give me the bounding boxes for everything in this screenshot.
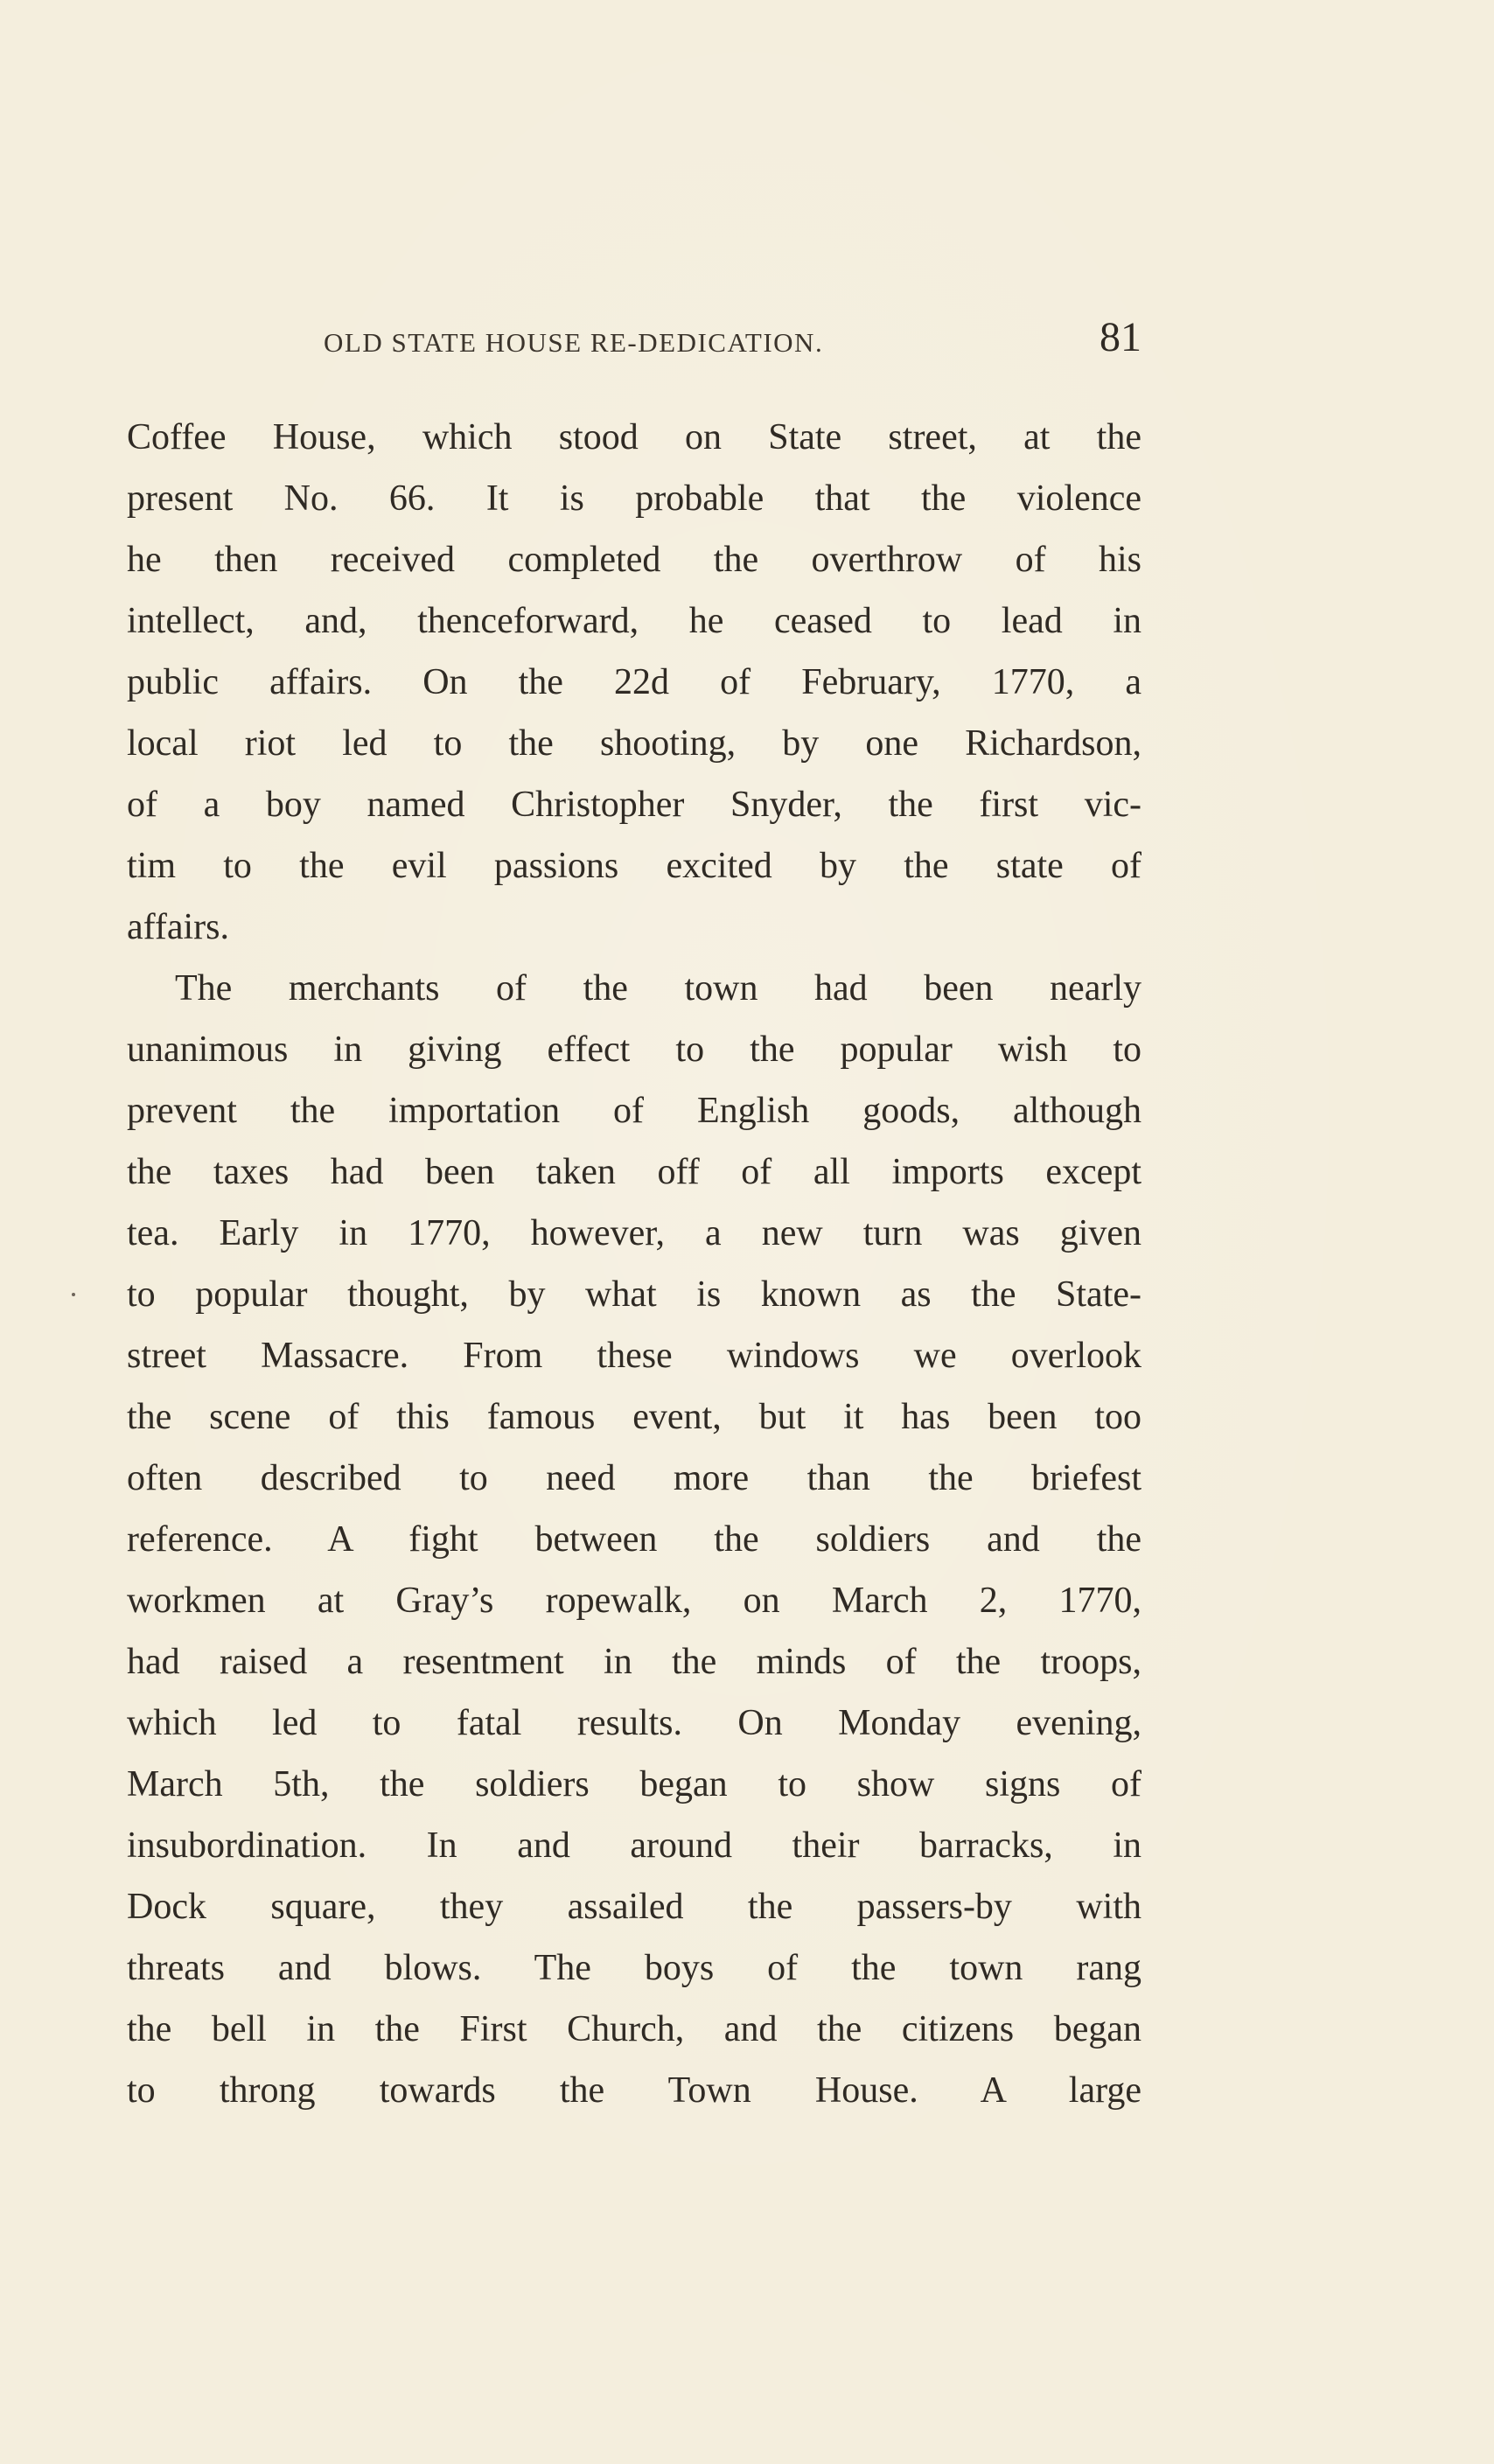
text-line: of a boy named Christopher Snyder, the first vic- bbox=[127, 785, 1141, 825]
text-line: local riot led to the shooting, by one Richardson, bbox=[127, 723, 1141, 764]
text-line: to popular thought, by what is known as the State- bbox=[127, 1274, 1141, 1315]
text-line: present No. 66. It is probable that the violence bbox=[127, 478, 1141, 519]
text-line: he then received completed the overthrow of his bbox=[127, 540, 1141, 580]
text-line: Dock square, they assailed the passers-by with bbox=[127, 1887, 1141, 1927]
text-line: street Massacre. From these windows we overlook bbox=[127, 1336, 1141, 1376]
text-line: had raised a resentment in the minds of the troops, bbox=[127, 1642, 1141, 1682]
text-line: intellect, and, thenceforward, he ceased to lead in bbox=[127, 601, 1141, 641]
page-number: 81 bbox=[1100, 314, 1141, 360]
text-line: the scene of this famous event, but it has been too bbox=[127, 1397, 1141, 1437]
text-line: prevent the importation of English goods, although bbox=[127, 1091, 1141, 1131]
running-head bbox=[127, 314, 1141, 378]
text-line: unanimous in giving effect to the popular wish to bbox=[127, 1030, 1141, 1070]
text-line: threats and blows. The boys of the town rang bbox=[127, 1948, 1141, 1988]
text-line: tim to the evil passions excited by the state of bbox=[127, 846, 1141, 886]
text-line: to throng towards the Town House. A large bbox=[127, 2070, 1141, 2111]
text-line: tea. Early in 1770, however, a new turn was given bbox=[127, 1213, 1141, 1253]
text-line: The merchants of the town had been nearly bbox=[175, 968, 1141, 1009]
text-line: the bell in the First Church, and the citizens began bbox=[127, 2009, 1141, 2049]
text-line: insubordination. In and around their barracks, in bbox=[127, 1825, 1141, 1866]
text-line: public affairs. On the 22d of February, 1770, a bbox=[127, 662, 1141, 702]
running-title: OLD STATE HOUSE RE-DEDICATION. bbox=[324, 327, 824, 358]
text-line: workmen at Gray’s ropewalk, on March 2, 1770, bbox=[127, 1581, 1141, 1621]
text-line: often described to need more than the briefest bbox=[127, 1458, 1141, 1498]
text-line: affairs. bbox=[127, 907, 229, 947]
margin-speck bbox=[72, 1293, 75, 1296]
text-line: Coffee House, which stood on State street, at the bbox=[127, 417, 1141, 457]
text-line: reference. A fight between the soldiers and the bbox=[127, 1519, 1141, 1560]
text-line: which led to fatal results. On Monday evening, bbox=[127, 1703, 1141, 1743]
text-line: March 5th, the soldiers began to show signs of bbox=[127, 1764, 1141, 1804]
text-line: the taxes had been taken off of all imports except bbox=[127, 1152, 1141, 1192]
body-text bbox=[127, 407, 1141, 2121]
